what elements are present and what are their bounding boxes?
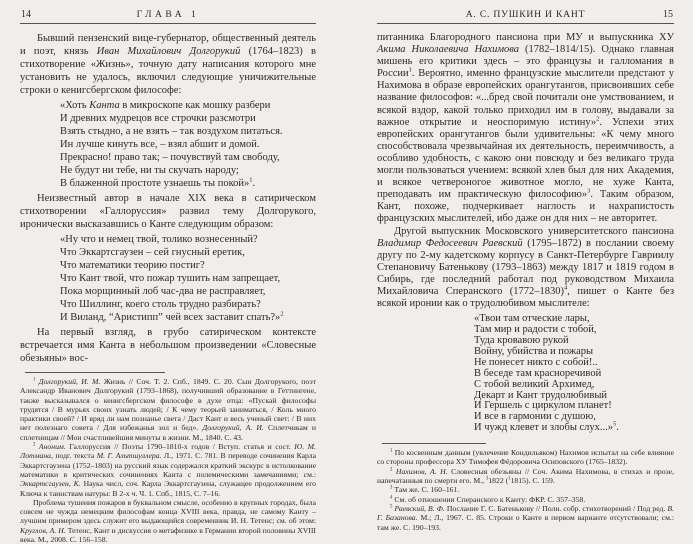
verse-line: И Гершель с циркулом планет! [474, 400, 612, 412]
verse-line: Что Эккартсгаузен – сей гнусный еретик, [60, 247, 245, 258]
page-number: 14 [21, 9, 31, 20]
running-title-article: А. С. ПУШКИН И КАНТ [465, 9, 586, 20]
verse-line: Ин лучше кинуть все, – взял абшит и домой. [60, 139, 260, 150]
paragraph: На первый взгляд, в грубо сатирическом контексте встречается имя Канта в небольшом произведении «Словесные обезьяны» вос- [20, 327, 316, 364]
verse-line: И древних мудрецов все строчки разсмотри [60, 113, 256, 124]
footnote: $^1$ По косвенным данным (увлечение Кондильяком) Нахимов испытал на себе влияние со стороны профессора ХУ Тимофея Фёдоровича Осиповского (1765–1832). [377, 448, 674, 467]
footnote: $^3$ Там же. С. 160–161. [390, 485, 460, 495]
paragraph: питанника Благородного пансиона при МУ и выпускника ХУ Акима Николаевича Нахимова (1782–1814/15). Однако главная мишень его критики здесь – это французы и галломания в России$^1$. Вероятно, именно французские мыслители предстают у Нахимова в образе европейских орангутангов, присвоивших себе название философов: «...бред свой почитали оне умствованием, и всякой вздор, какой только приходил им в голову, выдавали за важное открытие и неоспоримую истину»$^2$. Успехи этих европейских орангутангов были удивительны: «К чему много способствовала чрезвычайная их деятельность, переимчивость, а особливо удобность, с какою они повсюду и без великаго труда могли пользоваться учением: всякой хлев был для них Академия, и всякое четвероногое животное могло, не хуже Канта, преподавать им практическую философию»$^3$. Таким образом, Кант, похоже, подчеркивает наглость и нахрапистость французских мыслителей, ибо даже он для них – не авторитет. [377, 32, 674, 225]
verse-line: В беседе там красноречивой [474, 367, 602, 379]
verse-line: Что Шиллинг, коего столь трудно разбирать? [60, 299, 261, 310]
verse-line: Не понесет никто с собой!.. [474, 356, 598, 368]
footnote-separator [382, 443, 486, 444]
page-body [377, 32, 674, 532]
running-title-chapter: ГЛАВА 1 [136, 9, 200, 20]
paragraph: Бывший пензенский вице-губернатор, общественный деятель и поэт, князь Иван Михайлович Долгорукий (1764–1823) в стихотворение «Жизнь», точную дату написания которого мне установить не удалось, включил следующие уничижительные строки о кенигсбергском философе: [20, 33, 316, 96]
verse-line: И все в гармонии с душою, [474, 411, 596, 423]
verse-block [60, 99, 316, 190]
verse-block [474, 314, 674, 434]
verse-block [60, 233, 316, 324]
verse-line: Туда кровавою рукой [474, 334, 569, 346]
page-header-right [377, 9, 674, 24]
page-body [20, 32, 316, 544]
verse-line: В блаженной простоте узнаешь ты покой»$^1$. [60, 176, 256, 189]
verse-line: Что Кант твой, что пожар тушить нам запрещает, [60, 273, 281, 284]
footnote: $^2$ Аноним. Галлоруссия // Поэты 1790–1810-х годов / Вступ. статья и сост. Ю. М. Лотмана, подг. текста М. Г. Альтшуллера. Л., 1971. С. 781. В переводе сочинения Карла Эккартсгаузена (1752–1803) на русский язык содержался краткий экскурс в истолкование математики в критических сочинениях Канта с полемическими замечаниями; см.: Эккартсгаузен, К. Наука числ, соч. Карла Эккартсгаузена, служащее продолжением его Ключа к таинствам натуры: В 2-х ч. Ч. 1. Спб., 1815, С. 7–16. [20, 442, 317, 498]
footnote-separator [25, 372, 165, 373]
verse-line: Войну, убийства и пожары [474, 345, 594, 357]
footnote: $^2$ Нахимов, А. Н. Словесныя обезьяны // Соч. Акима Нахимова, в стихах и прозе, напечатанныя по смерти его. М., $^3$1822 ($^1$1815). С. 159. [377, 466, 674, 486]
paragraph: Неизвестный автор в начале XIX века в сатирическом стихотворении «Галлоруссия» развил тему Долгорукого, иронически высказавшись о Канте следующим образом: [20, 193, 316, 230]
verse-line: Взять стыдно, а не взять – так воздухом питаться. [60, 126, 283, 137]
verse-line: С тобой великий Архимед, [474, 378, 595, 390]
verse-line: И чужд клевет и злобы слух...»$^5$. [474, 420, 619, 434]
footnote: Проблема тушения пожаров в буквальном смысле, особенно в крупных городах, была совсем не чужда немецким философам конца XVIII века, правда, не самому Канту – лучшим примером здесь служит его выдающийся современник И. Н. Тетенс; см. об этом: Круглов, А. Н. Тетенс, Кант и дискуссия о метафизике в Германии второй половины XVIII века. М., 2008. С. 156–158. [20, 497, 316, 544]
footnote: $^4$ См. об отношении Сперанского к Канту: ФКР. С. 357–358. [390, 494, 586, 504]
verse-line: «Ну что и немец твой, толико вознесенный? [60, 234, 258, 245]
footnotes [377, 448, 674, 532]
verse-line: «Твои там отческие лары, [474, 313, 590, 325]
footnote: $^1$ Долгорукий, И. М. Жизнь // Соч. Т. 2. Спб., 1849. С. 20. Сын Долгорукого, поэт Александр Иванович Долгорукий (1793–1868), получивший образование в Геттингене, также высказывался о кенигсбергском философе в духе отца: «Пускай философы трудятся / В мурьях своих узнать людей; / К чему теорьей заниматься, / Коль много практики своей? / И вряд ли нам познанье света / Даст Кант и весь ученый свет: / В них нет полезнаго совета / Для избежанья зол и бед». Долгорукий, А. И. Сплетчикам и сплетницам // Мои счастливейшия минуты в жизни. М., 1840. С. 43. [20, 377, 316, 442]
footnote: $^5$ Раевский, В. Ф. Послание Г. С. Батенькову // Полн. собр. стихотворений / Под ред. В. Г. Базанова. М.; Л., 1967. С. 85. Строки о Канте в первом варианте отсутствовали; см.: там же. С. 190–193. [377, 503, 675, 532]
verse-line: Не будут ни тебе, ни ты скучать народу; [60, 165, 239, 176]
page-left [20, 9, 316, 544]
verse-line: Там мир и радости с тобой, [474, 324, 597, 336]
footnotes [20, 377, 316, 544]
verse-line: Пока морщинный лоб час-два не расправляет, [60, 286, 266, 297]
page-number: 15 [663, 9, 673, 20]
verse-line: Декарт и Кант трудолюбивый [474, 389, 608, 401]
page-header-left [20, 9, 316, 24]
verse-line: Прекрасно! право так; – почувствуй там свободу, [60, 152, 280, 163]
verse-line: «Хоть Канта в микроскопе как мошку разбери [60, 100, 271, 111]
paragraph: Другой выпускник Московского университетского пансиона Владимир Федосеевич Раевский (1795–1872) в послании своему другу по 2-му кадетскому корпусу в Санкт-Петербурге Гавриилу Степановичу Батенькову (1793–1863) между 1817 и 1819 годом в Сибирь, где последний работал под руководством Михаила Михайловича Сперанского (1772–1830)$^4$, пишет о Канте без всякой иронии как о трудолюбивом мыслителе: [377, 225, 674, 310]
verse-line: Что математики теорию постиг? [60, 260, 205, 271]
verse-line: И Виланд, “Аристипп” чей всех заставит спать?»$^2$ [60, 310, 284, 323]
page-right [377, 9, 674, 532]
